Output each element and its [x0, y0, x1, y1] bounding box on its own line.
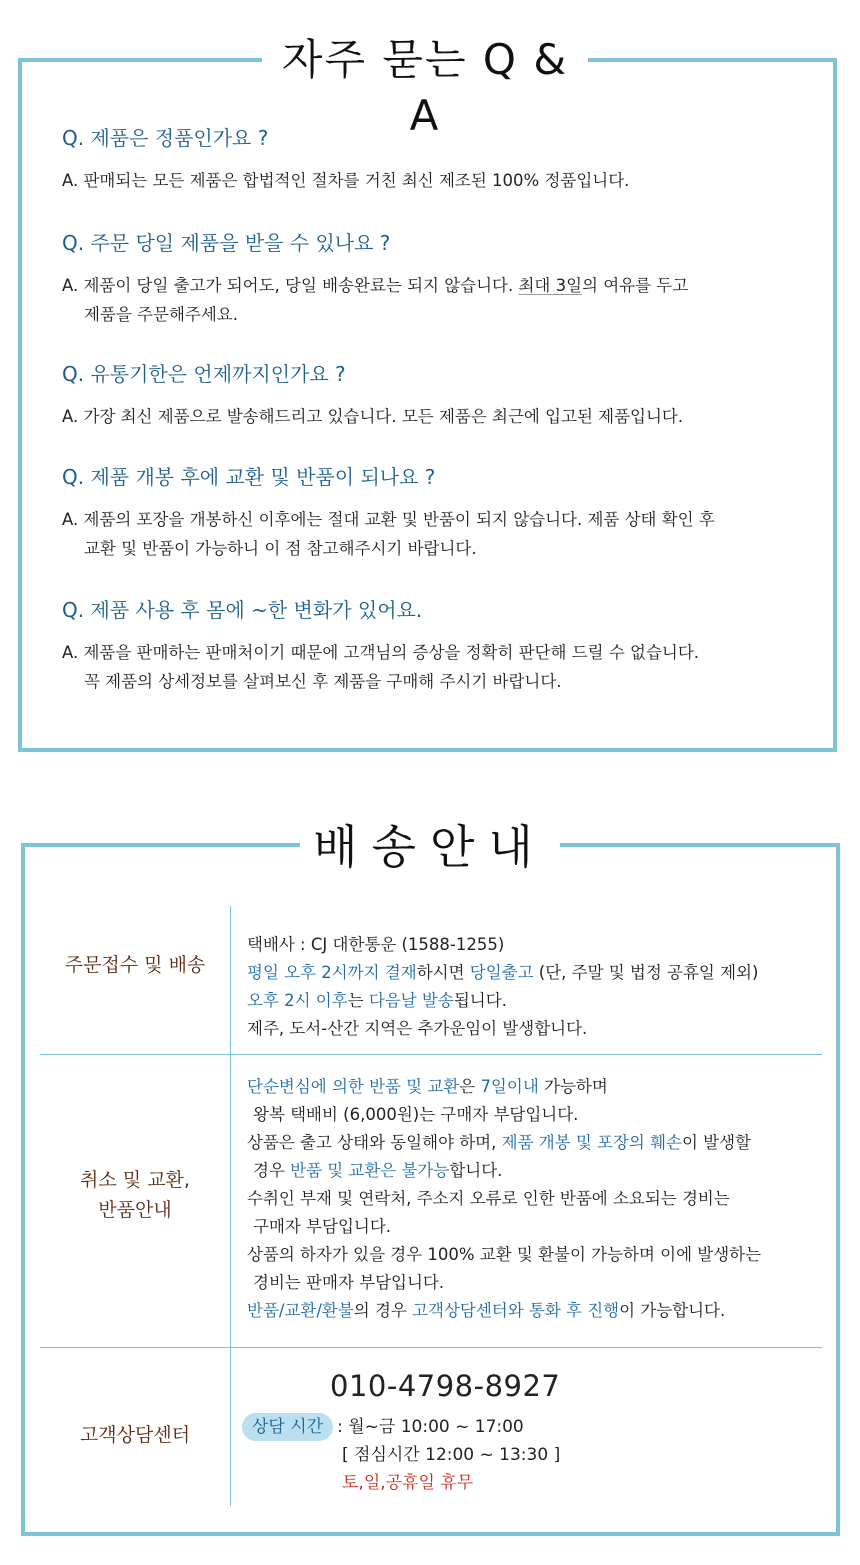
column-divider [230, 906, 231, 1506]
info-line: 경우 반품 및 교환은 불가능합니다. [253, 1161, 503, 1180]
returns-info [247, 1073, 827, 1325]
info-line: 왕복 택배비 (6,000원)는 구매자 부담입니다. [253, 1105, 579, 1124]
answer-text: 의 여유를 두고 [582, 276, 689, 295]
answer-text: 교환 및 반품이 가능하니 이 점 참고해주시기 바랍니다. [84, 539, 477, 558]
order-label: 주문접수 및 배송 [64, 954, 206, 976]
qa-item [62, 596, 822, 696]
hours-badge: 상담 시간 [242, 1413, 333, 1441]
info-line: 단순변심에 의한 반품 및 교환은 7일이내 가능하며 [247, 1077, 608, 1096]
answer [62, 505, 822, 563]
info-line: 반품/교환/환불의 경우 고객상담센터와 통화 후 진행이 가능합니다. [247, 1301, 726, 1320]
info-line: 상품의 하자가 있을 경우 100% 교환 및 환불이 가능하며 이에 발생하는 [247, 1245, 762, 1264]
closed-days: 토,일,공휴일 휴무 [342, 1473, 474, 1493]
info-line: 오후 2시 이후는 다음날 발송됩니다. [247, 991, 507, 1010]
answer [62, 402, 822, 431]
row-divider [40, 1347, 822, 1348]
qa-title: 자주 묻는 Q & A [262, 32, 588, 88]
info-line: 구매자 부담입니다. [253, 1217, 392, 1236]
lunch-hours: [ 점심시간 12:00 ~ 13:30 ] [342, 1445, 561, 1465]
hours-line [242, 1413, 822, 1441]
answer-text: A. 제품의 포장을 개봉하신 이후에는 절대 교환 및 반품이 되지 않습니다. 제품 상태 확인 후 [62, 510, 715, 529]
answer-text: 꼭 제품의 상세정보를 살펴보신 후 제품을 구매해 주시기 바랍니다. [84, 672, 562, 691]
answer [62, 638, 822, 696]
answer-text: 제품을 주문해주세요. [84, 305, 238, 324]
answer-text: A. 제품이 당일 출고가 되어도, 당일 배송완료는 되지 않습니다. [62, 276, 519, 295]
info-line: 경비는 판매자 부담입니다. [253, 1273, 445, 1292]
returns-label [40, 1165, 230, 1225]
qa-item [62, 463, 822, 563]
question: Q. 제품 사용 후 몸에 ~한 변화가 있어요. [62, 598, 423, 622]
shipping-title: 배송안내 [300, 816, 560, 878]
answer-underline: 최대 3일 [518, 276, 583, 295]
qa-item [62, 229, 822, 329]
order-info [247, 931, 827, 1043]
phone-number[interactable]: 010-4798-8927 [330, 1369, 561, 1403]
row-divider [40, 1054, 822, 1055]
info-line: 택배사 : CJ 대한통운 (1588-1255) [247, 935, 505, 954]
answer-text: A. 판매되는 모든 제품은 합법적인 절차를 거친 최신 제조된 100% 정품입니다. [62, 171, 630, 190]
question: Q. 주문 당일 제품을 받을 수 있나요 ? [62, 231, 391, 255]
qa-item [62, 124, 822, 195]
answer [62, 271, 822, 329]
answer-text: A. 가장 최신 제품으로 발송해드리고 있습니다. 모든 제품은 최근에 입고된 제품입니다. [62, 407, 684, 426]
support-hours [242, 1413, 822, 1497]
answer-text: A. 제품을 판매하는 판매처이기 때문에 고객님의 증상을 정확히 판단해 드릴 수 없습니다. [62, 643, 700, 662]
question: Q. 제품은 정품인가요 ? [62, 126, 269, 150]
hours-text: : 월~금 10:00 ~ 17:00 [337, 1417, 524, 1437]
info-line: 수취인 부재 및 연락처, 주소지 오류로 인한 반품에 소요되는 경비는 [247, 1189, 730, 1208]
returns-label-line: 반품안내 [98, 1199, 172, 1221]
question: Q. 제품 개봉 후에 교환 및 반품이 되나요 ? [62, 465, 436, 489]
returns-label-line: 취소 및 교환, [80, 1169, 190, 1191]
question: Q. 유통기한은 언제까지인가요 ? [62, 362, 346, 386]
info-line: 제주, 도서-산간 지역은 추가운임이 발생합니다. [247, 1019, 588, 1038]
info-line: 상품은 출고 상태와 동일해야 하며, 제품 개봉 및 포장의 훼손이 발생할 [247, 1133, 752, 1152]
support-label: 고객상담센터 [79, 1424, 191, 1446]
info-line: 평일 오후 2시까지 결재하시면 당일출고 (단, 주말 및 법정 공휴일 제외) [247, 963, 759, 982]
answer [62, 166, 822, 195]
qa-item [62, 360, 822, 431]
